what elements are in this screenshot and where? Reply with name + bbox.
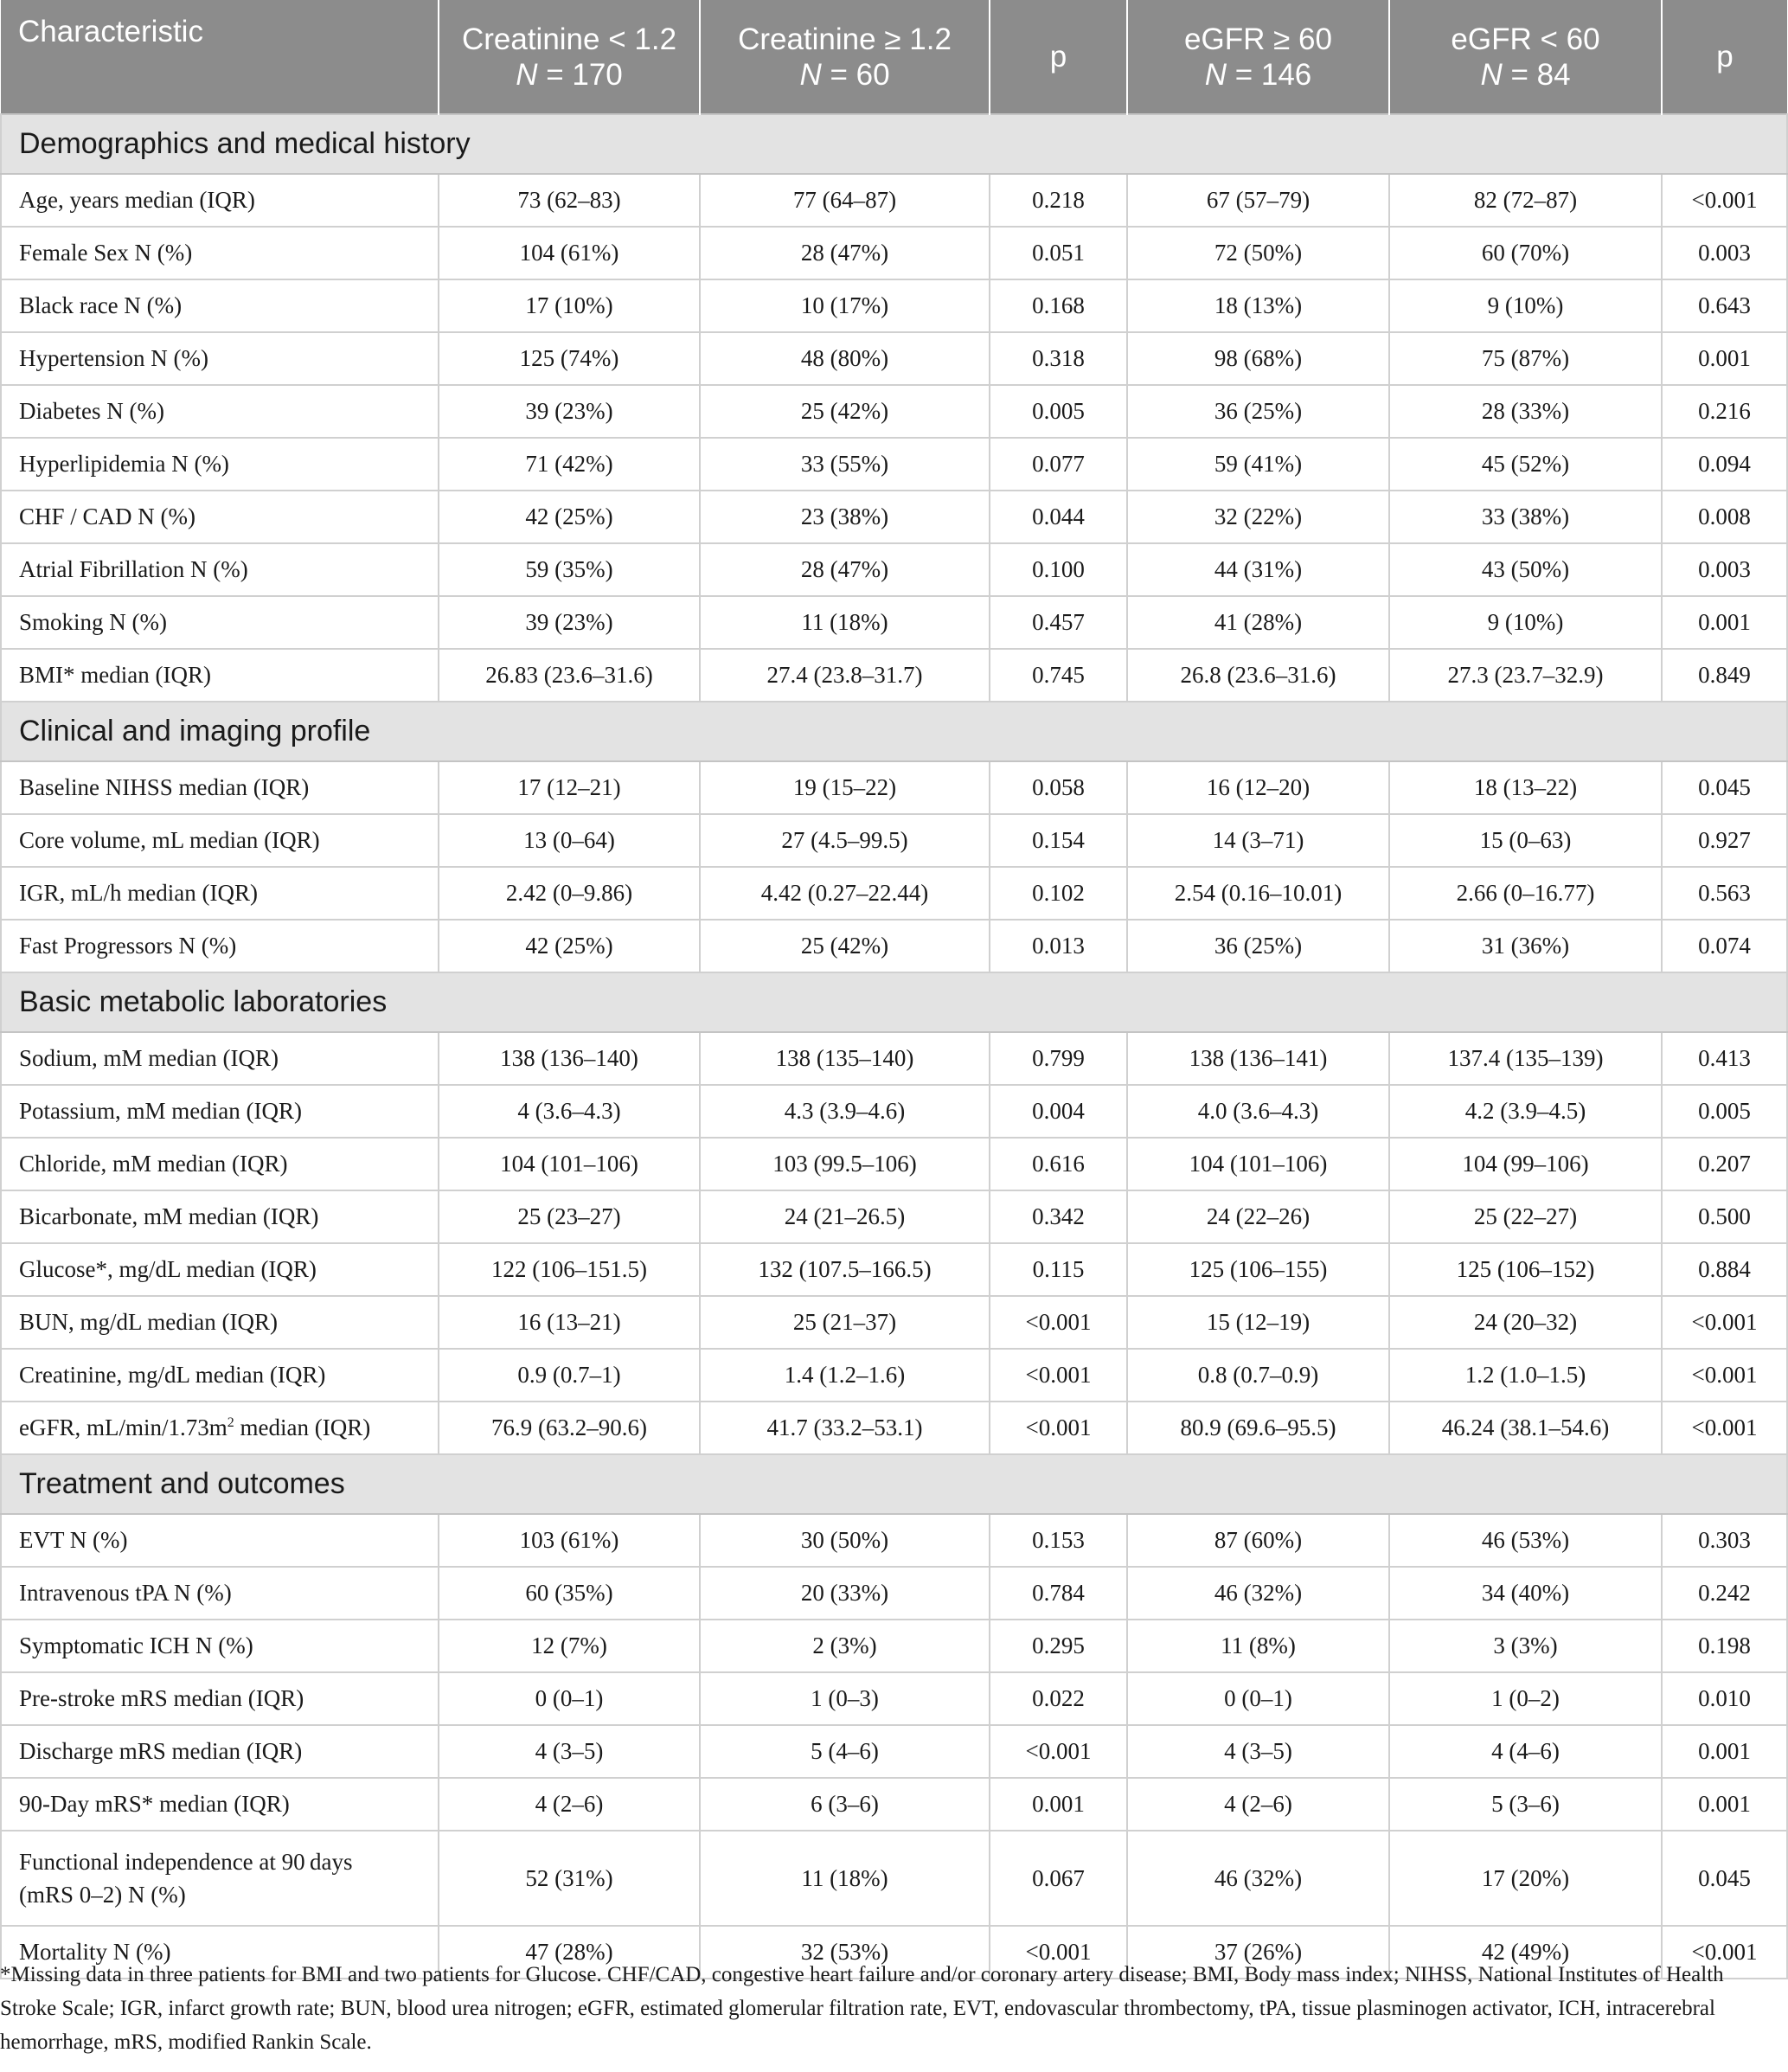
cell-creatinine-low: 47 (28%) [439,1926,700,1979]
cell-p-egfr: 0.643 [1662,279,1787,332]
row-label: BMI* median (IQR) [1,649,439,702]
cell-egfr-low: 82 (72–87) [1389,174,1662,227]
cell-p-egfr: <0.001 [1662,174,1787,227]
cell-creatinine-low: 76.9 (63.2–90.6) [439,1402,700,1454]
table-row [1,867,1787,920]
cell-creatinine-low: 138 (136–140) [439,1032,700,1085]
row-label: 90-Day mRS* median (IQR) [1,1778,439,1831]
table-row [1,596,1787,649]
cell-egfr-high: 32 (22%) [1127,491,1389,543]
section-title: Basic metabolic laboratories [1,972,1787,1032]
table-row [1,1514,1787,1567]
cell-p-egfr: 0.001 [1662,596,1787,649]
cell-egfr-high: 15 (12–19) [1127,1296,1389,1349]
row-label: Core volume, mL median (IQR) [1,814,439,867]
cell-creatinine-high: 25 (21–37) [700,1296,990,1349]
cell-egfr-low: 3 (3%) [1389,1620,1662,1672]
cell-egfr-low: 24 (20–32) [1389,1296,1662,1349]
cell-creatinine-high: 4.3 (3.9–4.6) [700,1085,990,1138]
cell-creatinine-low: 39 (23%) [439,596,700,649]
cell-p-creatinine: 0.051 [990,227,1127,279]
cell-creatinine-high: 19 (15–22) [700,761,990,814]
cell-p-creatinine: 0.001 [990,1778,1127,1831]
cell-p-egfr: 0.010 [1662,1672,1787,1725]
cell-egfr-low: 43 (50%) [1389,543,1662,596]
cell-creatinine-high: 48 (80%) [700,332,990,385]
cell-creatinine-high: 25 (42%) [700,385,990,438]
header-col-n: N = 146 [1204,57,1312,92]
cell-creatinine-low: 12 (7%) [439,1620,700,1672]
cell-creatinine-low: 0 (0–1) [439,1672,700,1725]
header-p-egfr: p [1662,0,1787,114]
row-label: CHF / CAD N (%) [1,491,439,543]
cell-p-creatinine: 0.013 [990,920,1127,972]
cell-egfr-high: 87 (60%) [1127,1514,1389,1567]
cell-egfr-high: 138 (136–141) [1127,1032,1389,1085]
header-col-n: N = 60 [799,57,890,92]
table-row [1,1402,1787,1454]
row-label: Fast Progressors N (%) [1,920,439,972]
cell-p-creatinine: 0.067 [990,1831,1127,1926]
cell-creatinine-low: 104 (61%) [439,227,700,279]
section-title: Demographics and medical history [1,114,1787,174]
cell-creatinine-high: 103 (99.5–106) [700,1138,990,1190]
cell-creatinine-low: 122 (106–151.5) [439,1243,700,1296]
row-label: Discharge mRS median (IQR) [1,1725,439,1778]
cell-egfr-low: 46 (53%) [1389,1514,1662,1567]
row-label: Atrial Fibrillation N (%) [1,543,439,596]
cell-creatinine-low: 4 (3.6–4.3) [439,1085,700,1138]
table-row [1,174,1787,227]
cell-creatinine-high: 10 (17%) [700,279,990,332]
table-row [1,1243,1787,1296]
cell-egfr-low: 25 (22–27) [1389,1190,1662,1243]
cell-egfr-high: 104 (101–106) [1127,1138,1389,1190]
cell-egfr-high: 16 (12–20) [1127,761,1389,814]
table-row [1,1725,1787,1778]
table-row [1,1672,1787,1725]
cell-p-egfr: 0.849 [1662,649,1787,702]
cell-p-egfr: 0.074 [1662,920,1787,972]
cell-creatinine-low: 39 (23%) [439,385,700,438]
cell-creatinine-high: 138 (135–140) [700,1032,990,1085]
cell-p-egfr: <0.001 [1662,1926,1787,1979]
cell-creatinine-low: 60 (35%) [439,1567,700,1620]
cell-p-egfr: 0.045 [1662,1831,1787,1926]
cell-egfr-high: 4 (2–6) [1127,1778,1389,1831]
cell-p-creatinine: <0.001 [990,1402,1127,1454]
cell-creatinine-low: 104 (101–106) [439,1138,700,1190]
cell-p-egfr: 0.303 [1662,1514,1787,1567]
header-col-n: N = 84 [1480,57,1571,92]
row-label: Baseline NIHSS median (IQR) [1,761,439,814]
cell-creatinine-low: 59 (35%) [439,543,700,596]
cell-egfr-low: 4.2 (3.9–4.5) [1389,1085,1662,1138]
cell-egfr-low: 137.4 (135–139) [1389,1032,1662,1085]
cell-creatinine-high: 30 (50%) [700,1514,990,1567]
cell-egfr-low: 27.3 (23.7–32.9) [1389,649,1662,702]
table-row [1,438,1787,491]
table-row [1,1032,1787,1085]
cell-egfr-high: 41 (28%) [1127,596,1389,649]
cell-creatinine-high: 41.7 (33.2–53.1) [700,1402,990,1454]
cell-creatinine-low: 103 (61%) [439,1514,700,1567]
row-label: Functional independence at 90 days (mRS 0–2) N (%) [1,1831,439,1926]
cell-p-creatinine: 0.153 [990,1514,1127,1567]
cell-egfr-low: 9 (10%) [1389,596,1662,649]
cell-creatinine-high: 5 (4–6) [700,1725,990,1778]
cell-p-creatinine: 0.342 [990,1190,1127,1243]
row-label: BUN, mg/dL median (IQR) [1,1296,439,1349]
cell-egfr-high: 59 (41%) [1127,438,1389,491]
cell-creatinine-low: 17 (12–21) [439,761,700,814]
cell-egfr-low: 46.24 (38.1–54.6) [1389,1402,1662,1454]
cell-creatinine-high: 2 (3%) [700,1620,990,1672]
table-body [1,114,1787,1979]
cell-p-egfr: 0.005 [1662,1085,1787,1138]
header-col-title: eGFR < 60 [1451,22,1600,56]
row-label: Diabetes N (%) [1,385,439,438]
cell-egfr-high: 44 (31%) [1127,543,1389,596]
cell-p-egfr: 0.242 [1662,1567,1787,1620]
cell-p-egfr: 0.563 [1662,867,1787,920]
section-header-row [1,702,1787,761]
header-creatinine-high [700,0,990,114]
table-row [1,1831,1787,1926]
cell-egfr-low: 5 (3–6) [1389,1778,1662,1831]
cell-p-egfr: 0.003 [1662,543,1787,596]
cell-p-creatinine: <0.001 [990,1349,1127,1402]
table-row [1,761,1787,814]
row-label: eGFR, $mL/\min/1.73m^2$ median (IQR) [1,1402,439,1454]
cell-egfr-high: 4.0 (3.6–4.3) [1127,1085,1389,1138]
cell-p-creatinine: 0.115 [990,1243,1127,1296]
table-row [1,385,1787,438]
cell-egfr-low: 2.66 (0–16.77) [1389,867,1662,920]
cell-p-egfr: <0.001 [1662,1296,1787,1349]
cell-egfr-high: 24 (22–26) [1127,1190,1389,1243]
row-label: Glucose*, mg/dL median (IQR) [1,1243,439,1296]
cell-p-egfr: 0.008 [1662,491,1787,543]
section-header-row [1,114,1787,174]
cell-p-egfr: 0.207 [1662,1138,1787,1190]
cell-p-egfr: <0.001 [1662,1402,1787,1454]
cell-creatinine-high: 6 (3–6) [700,1778,990,1831]
cell-p-creatinine: 0.457 [990,596,1127,649]
cell-egfr-high: 26.8 (23.6–31.6) [1127,649,1389,702]
cell-creatinine-high: 23 (38%) [700,491,990,543]
cell-creatinine-high: 25 (42%) [700,920,990,972]
table-footnote: *Missing data in three patients for BMI and two patients for Glucose. CHF/CAD, congestive heart failure and/or coronary artery disease; BMI, Body mass index; NIHSS, National Institutes of Health Stroke Scale; IGR, infarct growth rate; BUN, blood urea nitrogen; eGFR, estimated glomerular filtration rate, EVT, endovascular thrombectomy, tPA, tissue plasminogen activator, ICH, intracerebral hemorrhage, mRS, modified Rankin Scale. [0,1963,1724,2054]
row-label: Female Sex N (%) [1,227,439,279]
cell-p-egfr: 0.001 [1662,332,1787,385]
cell-creatinine-high: 33 (55%) [700,438,990,491]
header-egfr-high [1127,0,1389,114]
table-row [1,227,1787,279]
cell-egfr-high: 36 (25%) [1127,385,1389,438]
cell-p-creatinine: <0.001 [990,1725,1127,1778]
cell-p-creatinine: 0.058 [990,761,1127,814]
cell-egfr-low: 1 (0–2) [1389,1672,1662,1725]
cell-creatinine-high: 1 (0–3) [700,1672,990,1725]
cell-creatinine-low: 52 (31%) [439,1831,700,1926]
cell-creatinine-high: 27.4 (23.8–31.7) [700,649,990,702]
cell-egfr-high: 11 (8%) [1127,1620,1389,1672]
cell-p-creatinine: 0.218 [990,174,1127,227]
cell-creatinine-low: 4 (2–6) [439,1778,700,1831]
header-col-n: N = 170 [516,57,623,92]
header-characteristic: Characteristic [1,0,439,114]
cell-p-egfr: 0.045 [1662,761,1787,814]
cell-creatinine-low: 71 (42%) [439,438,700,491]
cell-p-creatinine: <0.001 [990,1296,1127,1349]
cell-p-creatinine: 0.784 [990,1567,1127,1620]
cell-creatinine-high: 24 (21–26.5) [700,1190,990,1243]
table-row [1,1778,1787,1831]
cell-egfr-low: 15 (0–63) [1389,814,1662,867]
cell-p-egfr: 0.413 [1662,1032,1787,1085]
cell-egfr-high: 14 (3–71) [1127,814,1389,867]
cell-egfr-high: 46 (32%) [1127,1831,1389,1926]
table-row [1,279,1787,332]
cell-egfr-high: 46 (32%) [1127,1567,1389,1620]
row-label: Smoking N (%) [1,596,439,649]
cell-egfr-high: 36 (25%) [1127,920,1389,972]
table-row [1,1349,1787,1402]
cell-creatinine-low: 25 (23–27) [439,1190,700,1243]
header-col-title: Creatinine ≥ 1.2 [738,22,952,56]
cell-p-egfr: 0.094 [1662,438,1787,491]
section-header-row [1,1454,1787,1514]
table-row [1,814,1787,867]
header-creatinine-low [439,0,700,114]
cell-creatinine-high: 20 (33%) [700,1567,990,1620]
cell-creatinine-high: 77 (64–87) [700,174,990,227]
cell-egfr-high: 37 (26%) [1127,1926,1389,1979]
cell-creatinine-low: 17 (10%) [439,279,700,332]
cell-creatinine-low: 2.42 (0–9.86) [439,867,700,920]
row-label: Age, years median (IQR) [1,174,439,227]
table-row [1,1567,1787,1620]
cell-creatinine-low: 16 (13–21) [439,1296,700,1349]
cell-p-creatinine: 0.005 [990,385,1127,438]
cell-p-egfr: 0.884 [1662,1243,1787,1296]
row-label: Bicarbonate, mM median (IQR) [1,1190,439,1243]
header-col-title: eGFR ≥ 60 [1184,22,1332,56]
cell-creatinine-low: 42 (25%) [439,920,700,972]
cell-creatinine-high: 28 (47%) [700,227,990,279]
cell-egfr-high: 18 (13%) [1127,279,1389,332]
cell-p-creatinine: 0.318 [990,332,1127,385]
cell-p-creatinine: 0.102 [990,867,1127,920]
table-row [1,1138,1787,1190]
cell-p-egfr: 0.198 [1662,1620,1787,1672]
cell-egfr-low: 17 (20%) [1389,1831,1662,1926]
cell-egfr-low: 33 (38%) [1389,491,1662,543]
cell-creatinine-low: 73 (62–83) [439,174,700,227]
row-label: Hyperlipidemia N (%) [1,438,439,491]
row-label: IGR, mL/h median (IQR) [1,867,439,920]
cell-p-creatinine: 0.044 [990,491,1127,543]
cell-p-creatinine: 0.100 [990,543,1127,596]
cell-creatinine-high: 32 (53%) [700,1926,990,1979]
table-row [1,1085,1787,1138]
row-label: Hypertension N (%) [1,332,439,385]
cell-p-creatinine: 0.004 [990,1085,1127,1138]
cell-creatinine-high: 11 (18%) [700,596,990,649]
cell-egfr-high: 80.9 (69.6–95.5) [1127,1402,1389,1454]
cell-egfr-low: 75 (87%) [1389,332,1662,385]
cell-creatinine-low: 125 (74%) [439,332,700,385]
cell-creatinine-high: 1.4 (1.2–1.6) [700,1349,990,1402]
table-row [1,491,1787,543]
cell-egfr-high: 98 (68%) [1127,332,1389,385]
row-label: Creatinine, mg/dL median (IQR) [1,1349,439,1402]
cell-egfr-high: 2.54 (0.16–10.01) [1127,867,1389,920]
row-label: Symptomatic ICH N (%) [1,1620,439,1672]
row-label: Chloride, mM median (IQR) [1,1138,439,1190]
cell-p-creatinine: <0.001 [990,1926,1127,1979]
cell-p-creatinine: 0.022 [990,1672,1127,1725]
header-p-creatinine: p [990,0,1127,114]
table-row [1,543,1787,596]
cell-egfr-high: 4 (3–5) [1127,1725,1389,1778]
cell-egfr-low: 9 (10%) [1389,279,1662,332]
row-label: EVT N (%) [1,1514,439,1567]
cell-creatinine-low: 0.9 (0.7–1) [439,1349,700,1402]
cell-p-creatinine: 0.077 [990,438,1127,491]
table-row [1,1190,1787,1243]
cell-egfr-low: 34 (40%) [1389,1567,1662,1620]
cell-creatinine-high: 132 (107.5–166.5) [700,1243,990,1296]
row-label: Mortality N (%) [1,1926,439,1979]
row-label: Sodium, mM median (IQR) [1,1032,439,1085]
cell-egfr-high: 0 (0–1) [1127,1672,1389,1725]
cell-p-creatinine: 0.168 [990,279,1127,332]
header-row [1,0,1787,114]
cell-p-egfr: 0.927 [1662,814,1787,867]
cell-p-egfr: <0.001 [1662,1349,1787,1402]
cell-egfr-high: 0.8 (0.7–0.9) [1127,1349,1389,1402]
cell-p-egfr: 0.001 [1662,1778,1787,1831]
cell-egfr-high: 72 (50%) [1127,227,1389,279]
cell-creatinine-low: 13 (0–64) [439,814,700,867]
cell-egfr-low: 4 (4–6) [1389,1725,1662,1778]
section-title: Clinical and imaging profile [1,702,1787,761]
row-label: Pre-stroke mRS median (IQR) [1,1672,439,1725]
cell-egfr-low: 28 (33%) [1389,385,1662,438]
cell-creatinine-low: 42 (25%) [439,491,700,543]
cell-p-egfr: 0.500 [1662,1190,1787,1243]
cell-egfr-low: 31 (36%) [1389,920,1662,972]
cell-egfr-low: 1.2 (1.0–1.5) [1389,1349,1662,1402]
section-title: Treatment and outcomes [1,1454,1787,1514]
section-header-row [1,972,1787,1032]
cell-creatinine-low: 26.83 (23.6–31.6) [439,649,700,702]
cell-p-egfr: 0.003 [1662,227,1787,279]
cell-p-egfr: 0.001 [1662,1725,1787,1778]
table-row [1,1296,1787,1349]
cell-egfr-high: 67 (57–79) [1127,174,1389,227]
cell-creatinine-low: 4 (3–5) [439,1725,700,1778]
header-egfr-low [1389,0,1662,114]
cell-egfr-low: 60 (70%) [1389,227,1662,279]
cell-egfr-low: 45 (52%) [1389,438,1662,491]
cell-egfr-low: 125 (106–152) [1389,1243,1662,1296]
cell-egfr-low: 18 (13–22) [1389,761,1662,814]
cell-creatinine-high: 27 (4.5–99.5) [700,814,990,867]
cell-p-creatinine: 0.295 [990,1620,1127,1672]
cell-p-creatinine: 0.745 [990,649,1127,702]
table-row [1,332,1787,385]
cell-creatinine-high: 4.42 (0.27–22.44) [700,867,990,920]
table-row [1,649,1787,702]
row-label: Potassium, mM median (IQR) [1,1085,439,1138]
table-row [1,920,1787,972]
cell-p-creatinine: 0.154 [990,814,1127,867]
row-label: Intravenous tPA N (%) [1,1567,439,1620]
cell-egfr-low: 104 (99–106) [1389,1138,1662,1190]
cell-egfr-low: 42 (49%) [1389,1926,1662,1979]
cell-creatinine-high: 28 (47%) [700,543,990,596]
row-label: Black race N (%) [1,279,439,332]
cell-p-creatinine: 0.799 [990,1032,1127,1085]
header-col-title: Creatinine < 1.2 [461,22,677,56]
cell-egfr-high: 125 (106–155) [1127,1243,1389,1296]
table-row [1,1620,1787,1672]
cell-p-egfr: 0.216 [1662,385,1787,438]
cell-p-creatinine: 0.616 [990,1138,1127,1190]
cell-creatinine-high: 11 (18%) [700,1831,990,1926]
